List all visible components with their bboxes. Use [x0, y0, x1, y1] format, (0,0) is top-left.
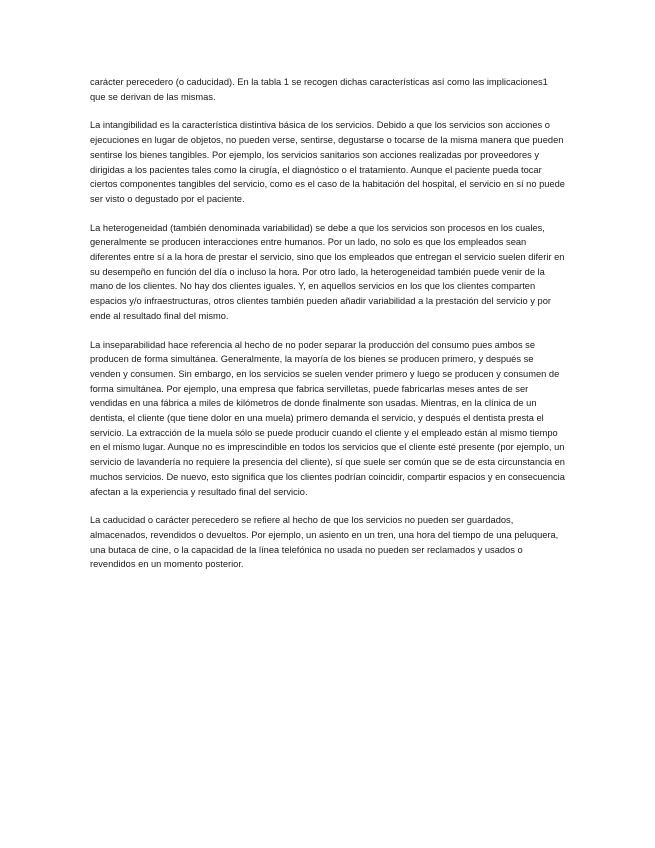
paragraph-intangibilidad: La intangibilidad es la característica distintiva básica de los servicios. Debido a que los servicios son acciones o ejecuciones en lugar de objetos, no pueden verse, sentirse, degustarse o tocarse de la misma manera que pueden sentirse los bienes tangibles. Por ejemplo, los servicios sanitarios son acciones realizadas por proveedores y dirigidas a los pacientes tales como la cirugía, el diagnóstico o el tratamiento. Aunque el paciente pueda tocar ciertos componentes tangibles del servicio, como es el caso de la habitación del hospital, el servicio en sí no puede ser visto o degustado por el paciente.: [90, 120, 565, 204]
document-body: [90, 75, 565, 586]
paragraph-heterogeneidad: La heterogeneidad (también denominada variabilidad) se debe a que los servicios son procesos en los cuales, generalmente se producen interacciones entre humanos. Por un lado, no solo es que los empleados sean diferentes entre sí a la hora de prestar el servicio, sino que los empleados que entregan el servicio suelen diferir en su desempeño en función del día o incluso la hora. Por otro lado, la heterogeneidad también puede venir de la mano de los clientes. No hay dos clientes iguales. Y, en aquellos servicios en los que los clientes comparten espacios y/o infraestructuras, otros clientes también pueden añadir variabilidad a la prestación del servicio y por ende al resultado final del mismo.: [90, 222, 565, 321]
paragraph-caducidad: La caducidad o carácter perecedero se refiere al hecho de que los servicios no pueden ser guardados, almacenados, revendidos o devueltos. Por ejemplo, un asiento en un tren, una hora del tiempo de una peluquera, una butaca de cine, o la capacidad de la línea telefónica no usada no pueden ser reclamados y usados o revendidos en un momento posterior.: [90, 515, 559, 570]
paragraph-intro: carácter perecedero (o caducidad). En la tabla 1 se recogen dichas características así como las implicaciones1 que se derivan de las mismas.: [90, 77, 548, 102]
paragraph-inseparabilidad: La inseparabilidad hace referencia al hecho de no poder separar la producción del consumo pues ambos se producen de forma simultánea. Generalmente, la mayoría de los bienes se producen primero, y después se venden y consumen. Sin embargo, en los servicios se suelen vender primero y luego se producen y consumen de forma simultánea. Por ejemplo, una empresa que fabrica servilletas, puede fabricarlas meses antes de ser vendidas en una fábrica a miles de kilómetros de donde finalmente son usadas. Mientras, en la clínica de un dentista, el cliente (que tiene dolor en una muela) primero demanda el servicio, y después el dentista presta el servicio. La extracción de la muela sólo se puede producir cuando el cliente y el empleado están al mismo tiempo en el mismo lugar. Aunque no es imprescindible en todos los servicios que el cliente esté presente (por ejemplo, un servicio de lavandería no requiere la presencia del cliente), sí que suele ser común que se de esta circunstancia en muchos servicios. De nuevo, esto significa que los clientes podrían coincidir, compartir espacios y en consecuencia afectan a la experiencia y resultado final del servicio.: [90, 339, 565, 497]
